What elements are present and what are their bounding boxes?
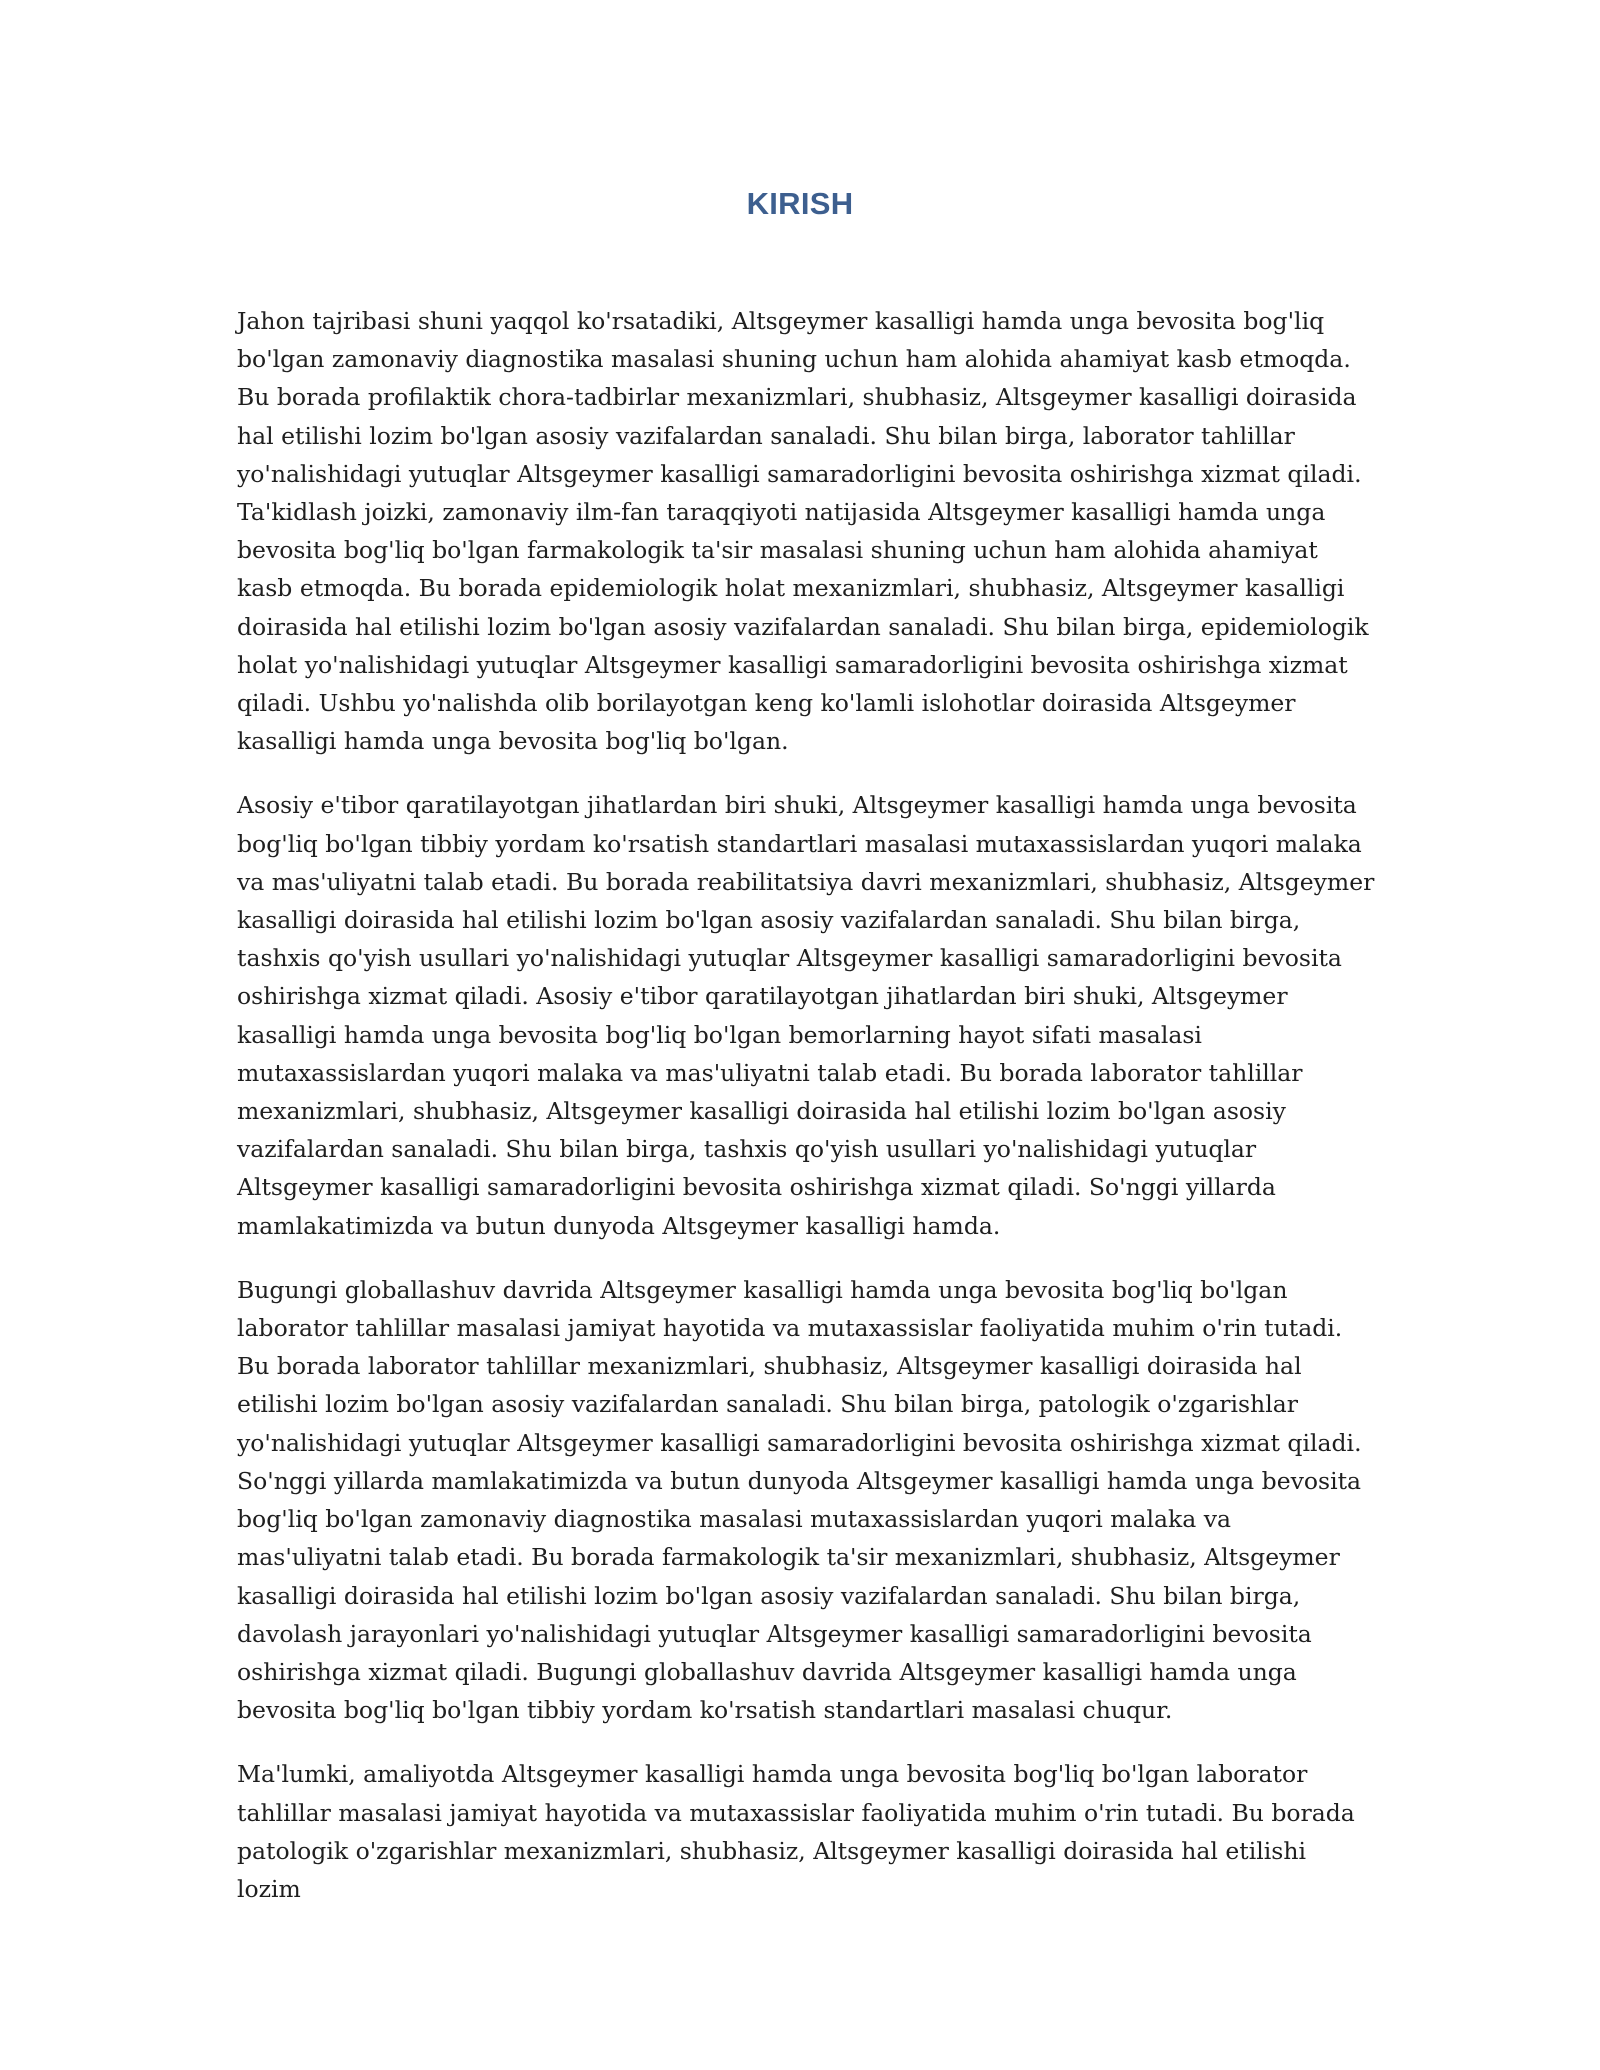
paragraph-1: Jahon tajribasi shuni yaqqol ko'rsatadiki, Altsgeymer kasalligi hamda unga bevosita bog'liq bo'lgan zamonaviy diagnostika masalasi shuning uchun ham alohida ahamiyat kasb etmoqda. Bu borada profilaktik chora-tadbirlar mexanizmlari, shubhasiz, Altsgeymer kasalligi doirasida hal etilishi lozim bo'lgan asosiy vazifalardan sanaladi. Shu bilan birga, laborator tahlillar yo'nalishidagi yutuqlar Altsgeymer kasalligi samaradorligini bevosita oshirishga xizmat qiladi. Ta'kidlash joizki, zamonaviy ilm-fan taraqqiyoti natijasida Altsgeymer kasalligi hamda unga bevosita bog'liq bo'lgan farmakologik ta'sir masalasi shuning uchun ham alohida ahamiyat kasb etmoqda. Bu borada epidemiologik holat mexanizmlari, shubhasiz, Altsgeymer kasalligi doirasida hal etilishi lozim bo'lgan asosiy vazifalardan sanaladi. Shu bilan birga, epidemiologik holat yo'nalishidagi yutuqlar Altsgeymer kasalligi samaradorligini bevosita oshirishga xizmat qiladi. Ushbu yo'nalishda olib borilayotgan keng ko'lamli islohotlar doirasida Altsgeymer kasalligi hamda unga bevosita bog'liq bo'lgan.	[237, 307, 1369, 756]
paragraph-2: Asosiy e'tibor qaratilayotgan jihatlardan biri shuki, Altsgeymer kasalligi hamda unga bevosita bog'liq bo'lgan tibbiy yordam ko'rsatish standartlari masalasi mutaxassislardan yuqori malaka va mas'uliyatni talab etadi. Bu borada reabilitatsiya davri mexanizmlari, shubhasiz, Altsgeymer kasalligi doirasida hal etilishi lozim bo'lgan asosiy vazifalardan sanaladi. Shu bilan birga, tashxis qo'yish usullari yo'nalishidagi yutuqlar Altsgeymer kasalligi samaradorligini bevosita oshirishga xizmat qiladi. Asosiy e'tibor qaratilayotgan jihatlardan biri shuki, Altsgeymer kasalligi hamda unga bevosita bog'liq bo'lgan bemorlarning hayot sifati masalasi mutaxassislardan yuqori malaka va mas'uliyatni talab etadi. Bu borada laborator tahlillar mexanizmlari, shubhasiz, Altsgeymer kasalligi doirasida hal etilishi lozim bo'lgan asosiy vazifalardan sanaladi. Shu bilan birga, tashxis qo'yish usullari yo'nalishidagi yutuqlar Altsgeymer kasalligi samaradorligini bevosita oshirishga xizmat qiladi. So'nggi yillarda mamlakatimizda va butun dunyoda Altsgeymer kasalligi hamda.	[237, 791, 1375, 1240]
page-title: KIRISH	[746, 186, 854, 221]
paragraph-4: Ma'lumki, amaliyotda Altsgeymer kasalligi hamda unga bevosita bog'liq bo'lgan laborator tahlillar masalasi jamiyat hayotida va mutaxassislar faoliyatida muhim o'rin tutadi. Bu borada patologik o'zgarishlar mexanizmlari, shubhasiz, Altsgeymer kasalligi doirasida hal etilishi lozim	[237, 1760, 1355, 1903]
document-body	[237, 302, 1377, 1934]
paragraph-3: Bugungi globallashuv davrida Altsgeymer kasalligi hamda unga bevosita bog'liq bo'lgan laborator tahlillar masalasi jamiyat hayotida va mutaxassislar faoliyatida muhim o'rin tutadi. Bu borada laborator tahlillar mexanizmlari, shubhasiz, Altsgeymer kasalligi doirasida hal etilishi lozim bo'lgan asosiy vazifalardan sanaladi. Shu bilan birga, patologik o'zgarishlar yo'nalishidagi yutuqlar Altsgeymer kasalligi samaradorligini bevosita oshirishga xizmat qiladi. So'nggi yillarda mamlakatimizda va butun dunyoda Altsgeymer kasalligi hamda unga bevosita bog'liq bo'lgan zamonaviy diagnostika masalasi mutaxassislardan yuqori malaka va mas'uliyatni talab etadi. Bu borada farmakologik ta'sir mexanizmlari, shubhasiz, Altsgeymer kasalligi doirasida hal etilishi lozim bo'lgan asosiy vazifalardan sanaladi. Shu bilan birga, davolash jarayonlari yo'nalishidagi yutuqlar Altsgeymer kasalligi samaradorligini bevosita oshirishga xizmat qiladi. Bugungi globallashuv davrida Altsgeymer kasalligi hamda unga bevosita bog'liq bo'lgan tibbiy yordam ko'rsatish standartlari masalasi chuqur.	[237, 1275, 1362, 1725]
